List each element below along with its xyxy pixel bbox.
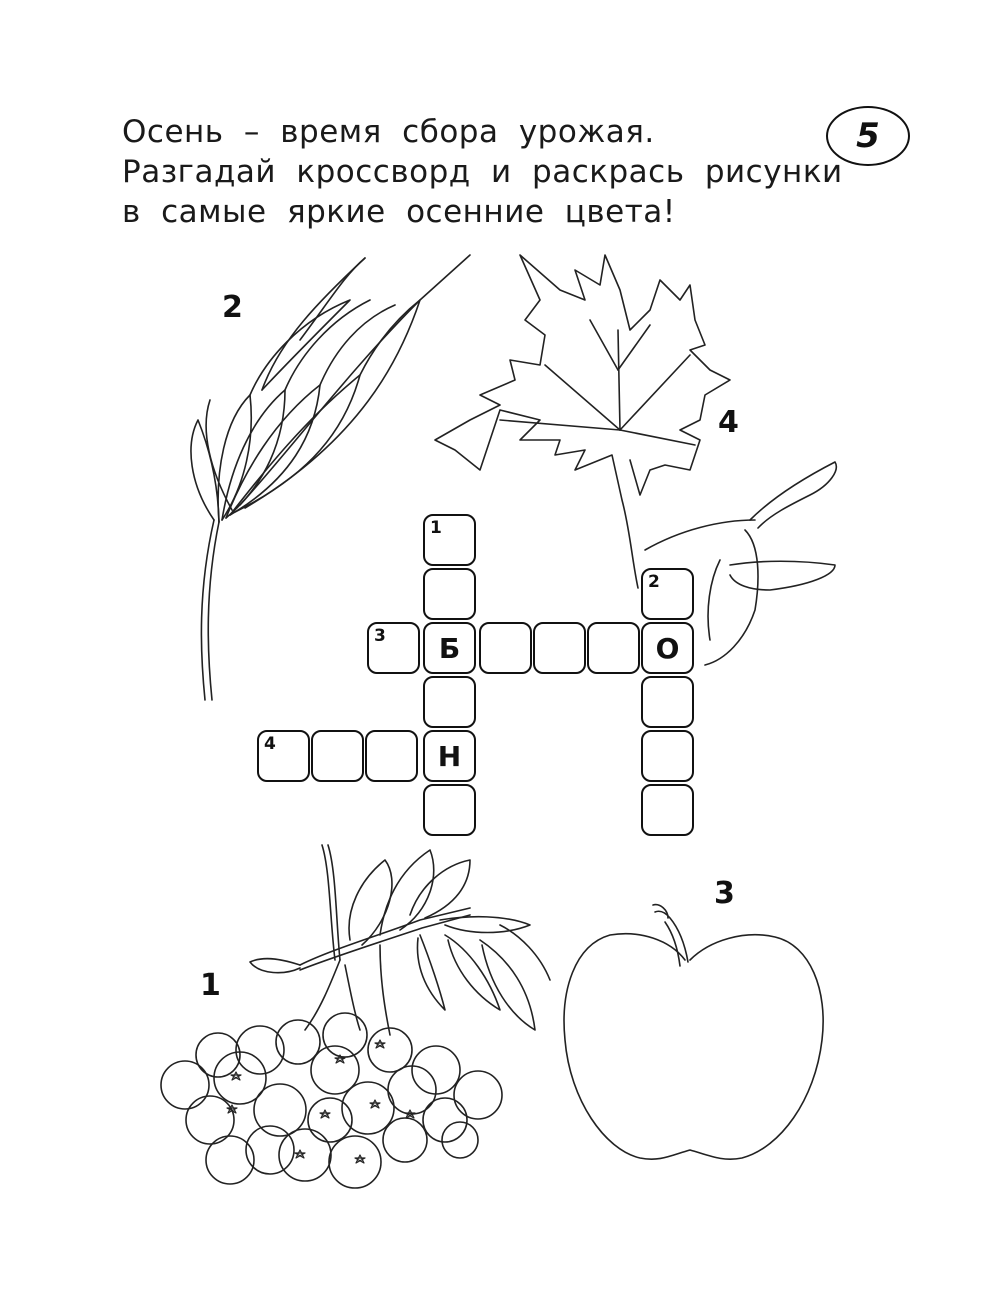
instruction-line-3: в самые яркие осенние цвета!	[122, 194, 676, 230]
clue-number-4: 4	[264, 734, 276, 754]
picture-number-wheat: 2	[222, 290, 243, 325]
page-number-badge: 5	[826, 106, 910, 166]
crossword-cell[interactable]	[423, 730, 476, 782]
crossword-cell[interactable]	[311, 730, 364, 782]
instruction-line-1: Осень – время сбора урожая.	[122, 114, 655, 150]
crossword-cell[interactable]	[257, 730, 310, 782]
apple-illustration	[564, 905, 823, 1160]
crossword-letter-b: Б	[438, 631, 461, 665]
crossword-cell[interactable]	[423, 622, 476, 674]
crossword-letter-n: Н	[437, 739, 462, 773]
crossword-cell[interactable]	[533, 622, 586, 674]
crossword-cell[interactable]	[587, 622, 640, 674]
clue-number-2: 2	[648, 572, 660, 592]
crossword-cell[interactable]	[423, 676, 476, 728]
rowan-branch-illustration	[161, 845, 550, 1188]
crossword-cell[interactable]	[367, 622, 420, 674]
crossword-cell[interactable]	[641, 676, 694, 728]
crossword-cell[interactable]	[479, 622, 532, 674]
maple-leaf-illustration	[435, 255, 836, 665]
crossword-cell[interactable]	[423, 568, 476, 620]
clue-number-3: 3	[374, 626, 386, 646]
picture-number-maple-leaf: 4	[718, 405, 739, 440]
crossword-cell[interactable]	[641, 784, 694, 836]
picture-number-apple: 3	[714, 876, 735, 911]
crossword-cell[interactable]	[423, 784, 476, 836]
clue-number-1: 1	[430, 518, 442, 538]
crossword-cell[interactable]	[641, 622, 694, 674]
crossword-cell[interactable]	[641, 730, 694, 782]
crossword-cell[interactable]	[641, 568, 694, 620]
crossword-cell[interactable]	[423, 514, 476, 566]
crossword-letter-o: О	[655, 631, 680, 665]
instruction-line-2: Разгадай кроссворд и раскрась рисунки	[122, 154, 843, 190]
crossword-cell[interactable]	[365, 730, 418, 782]
picture-number-rowan: 1	[200, 968, 221, 1003]
